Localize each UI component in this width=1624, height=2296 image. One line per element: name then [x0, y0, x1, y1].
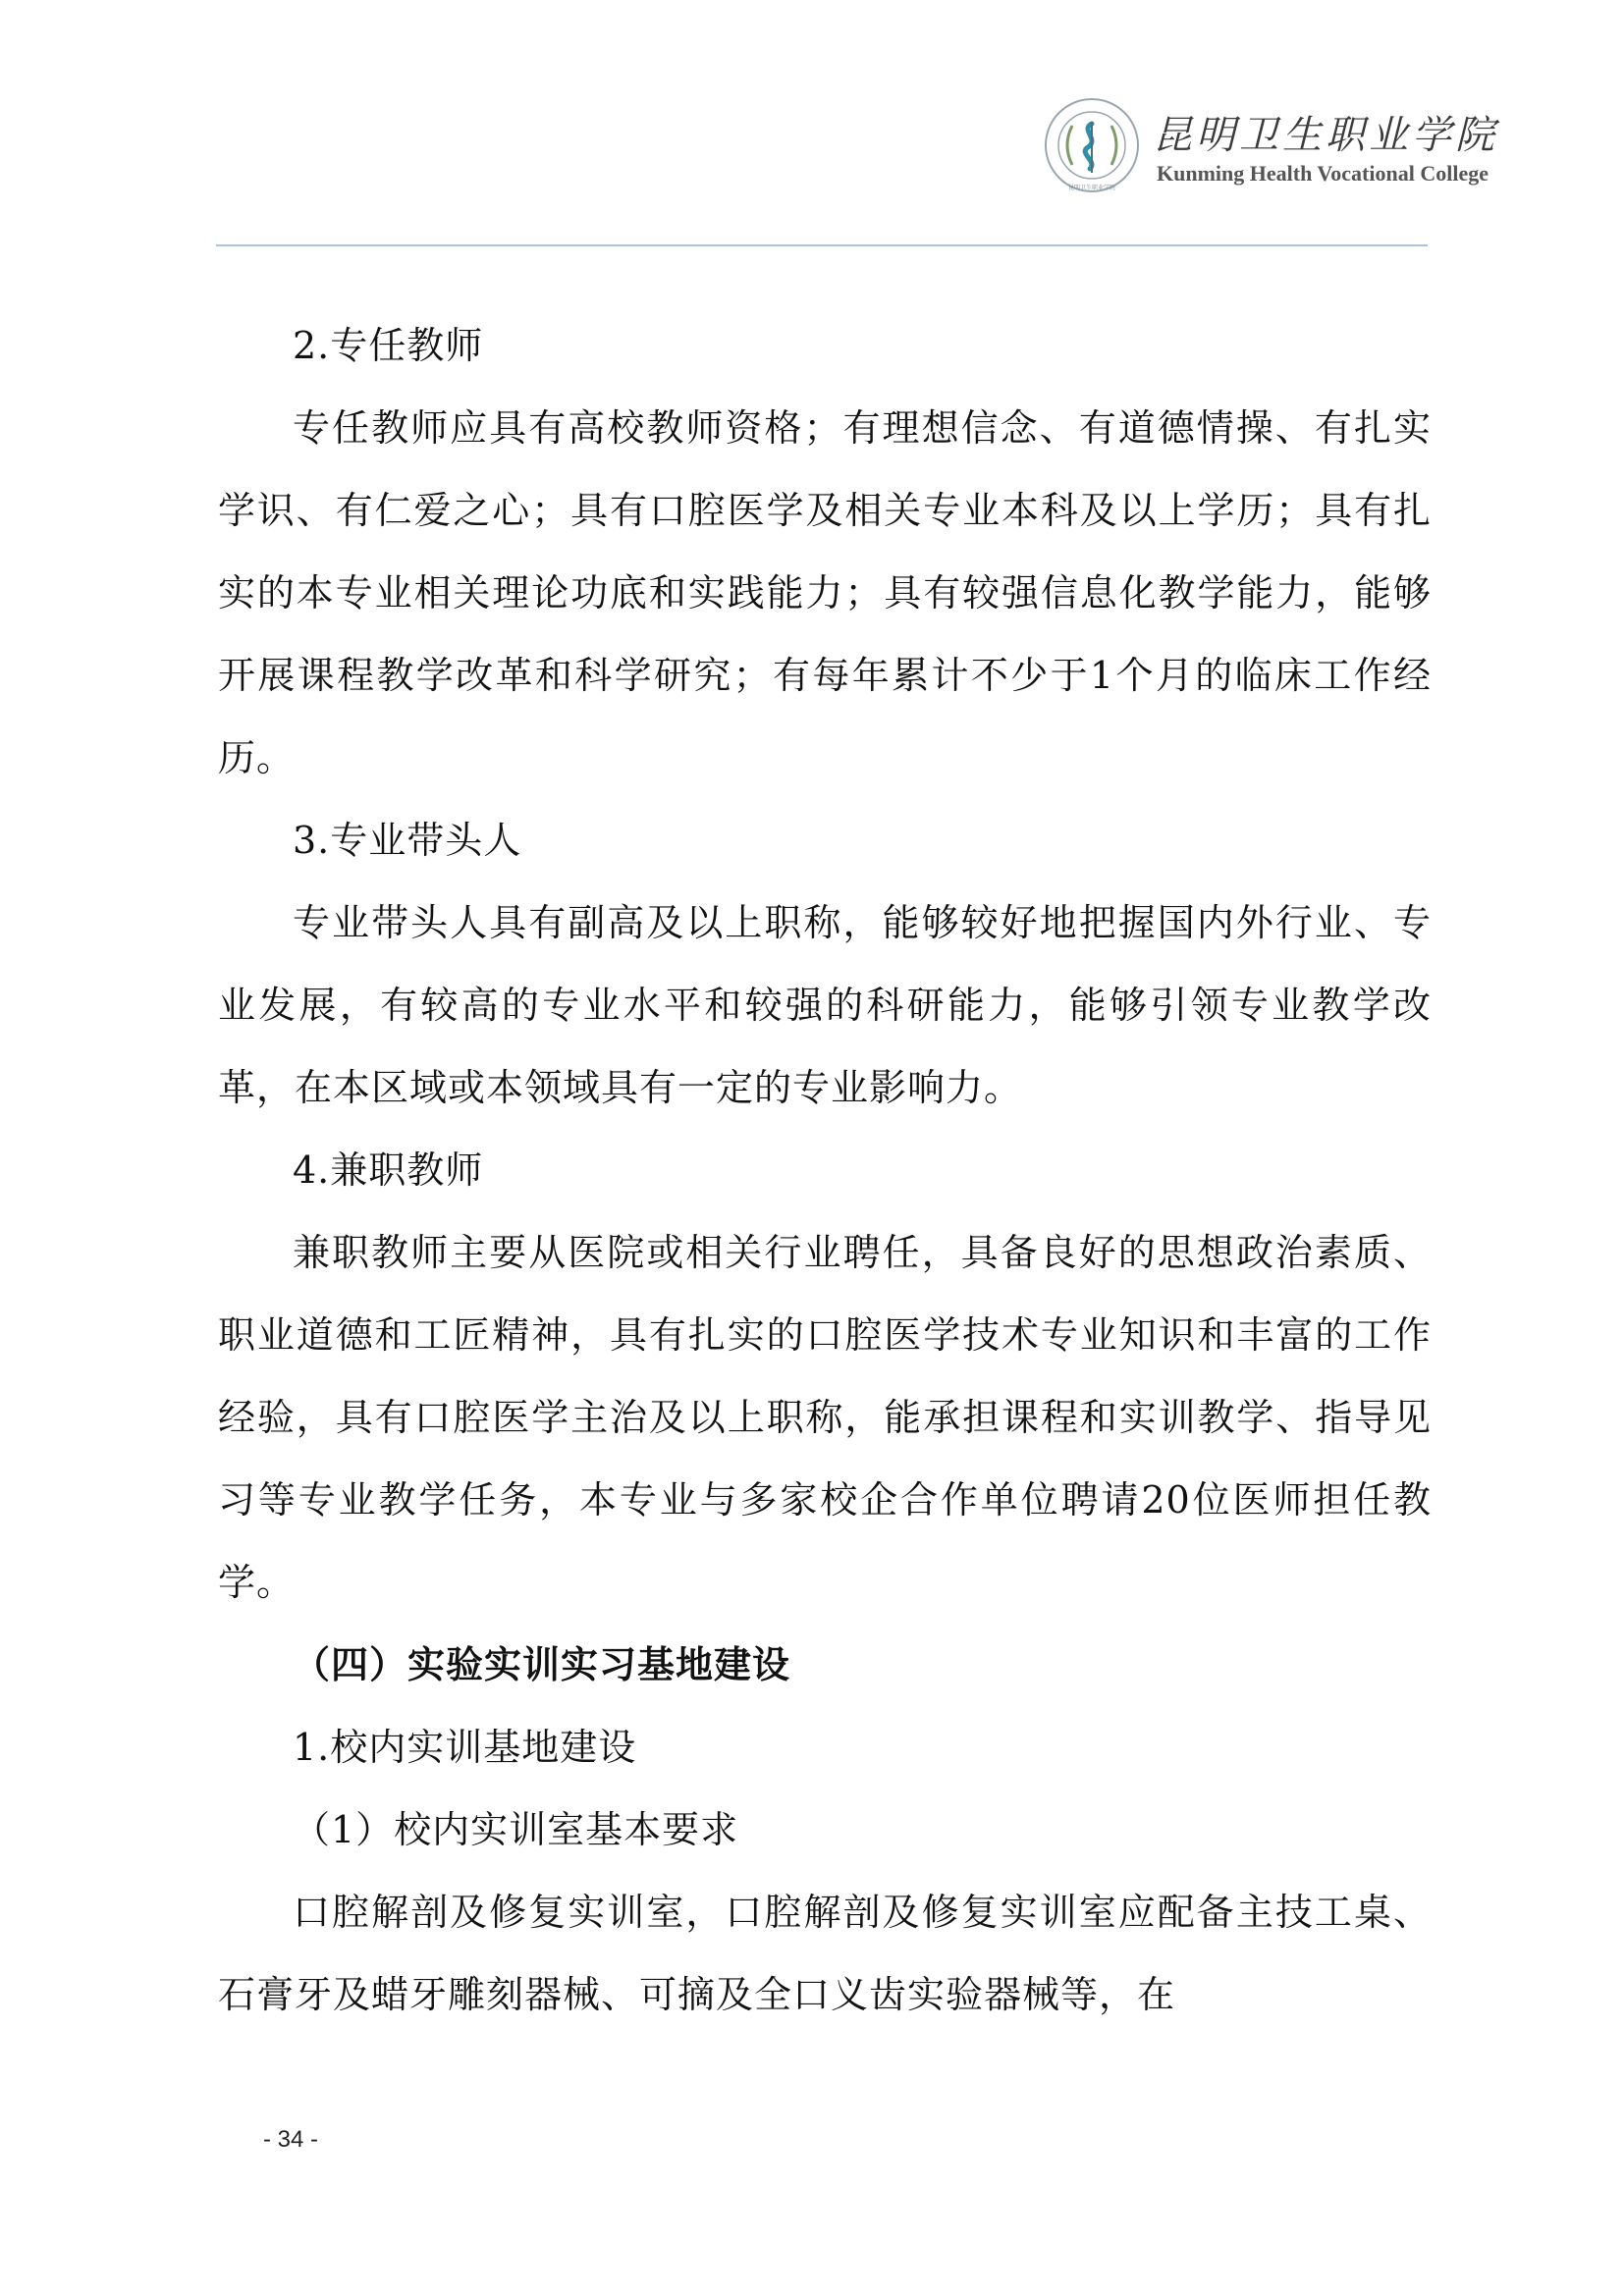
college-name-en: Kunming Health Vocational College [1157, 161, 1489, 186]
paragraph-part-time-teachers: 兼职教师主要从医院或相关行业聘任，具备良好的思想政治素质、职业道德和工匠精神，具有扎实的口腔医学技术专业知识和丰富的工作经验，具有口腔医学主治及以上职称，能承担课程和实训教学、指导见习等专业教学任务，本专业与多家校企合作单位聘请20位医师担任教学。 [218, 1231, 1432, 1604]
paragraph-full-time-teachers: 专任教师应具有高校教师资格；有理想信念、有道德情操、有扎实学识、有仁爱之心；具有口腔医学及相关专业本科及以上学历；具有扎实的本专业相关理论功底和实践能力；具有较强信息化教学能力，能够开展课程教学改革和科学研究；有每年累计不少于1个月的临床工作经历。 [218, 406, 1432, 779]
heading-program-leader: 3.专业带头人 [293, 819, 522, 862]
paragraph-program-leader: 专业带头人具有副高及以上职称，能够较好地把握国内外行业、专业发展，有较高的专业水平和较强的科研能力，能够引领专业教学改革，在本区域或本领域具有一定的专业影响力。 [218, 901, 1432, 1109]
college-name-cn: 昆明卫生职业学院 [1153, 113, 1498, 158]
college-logo [1043, 96, 1514, 194]
header-divider [216, 244, 1428, 246]
heading-section-four: （四）实验实训实习基地建设 [293, 1642, 791, 1686]
college-seal-icon [1043, 96, 1141, 194]
page-number: - 34 - [263, 2126, 319, 2153]
heading-campus-training-base: 1.校内实训基地建设 [293, 1726, 637, 1769]
seal-label: 昆明卫生职业学院 [1067, 185, 1116, 191]
heading-basic-requirements: （1）校内实训室基本要求 [293, 1808, 739, 1851]
heading-full-time-teachers: 2.专任教师 [293, 324, 484, 367]
document-body [218, 304, 1432, 2036]
paragraph-dental-lab: 口腔解剖及修复实训室，口腔解剖及修复实训室应配备主技工桌、石膏牙及蜡牙雕刻器械、可摘及全口义齿实验器械等，在 [218, 1891, 1432, 2016]
heading-part-time-teachers: 4.兼职教师 [293, 1148, 484, 1192]
